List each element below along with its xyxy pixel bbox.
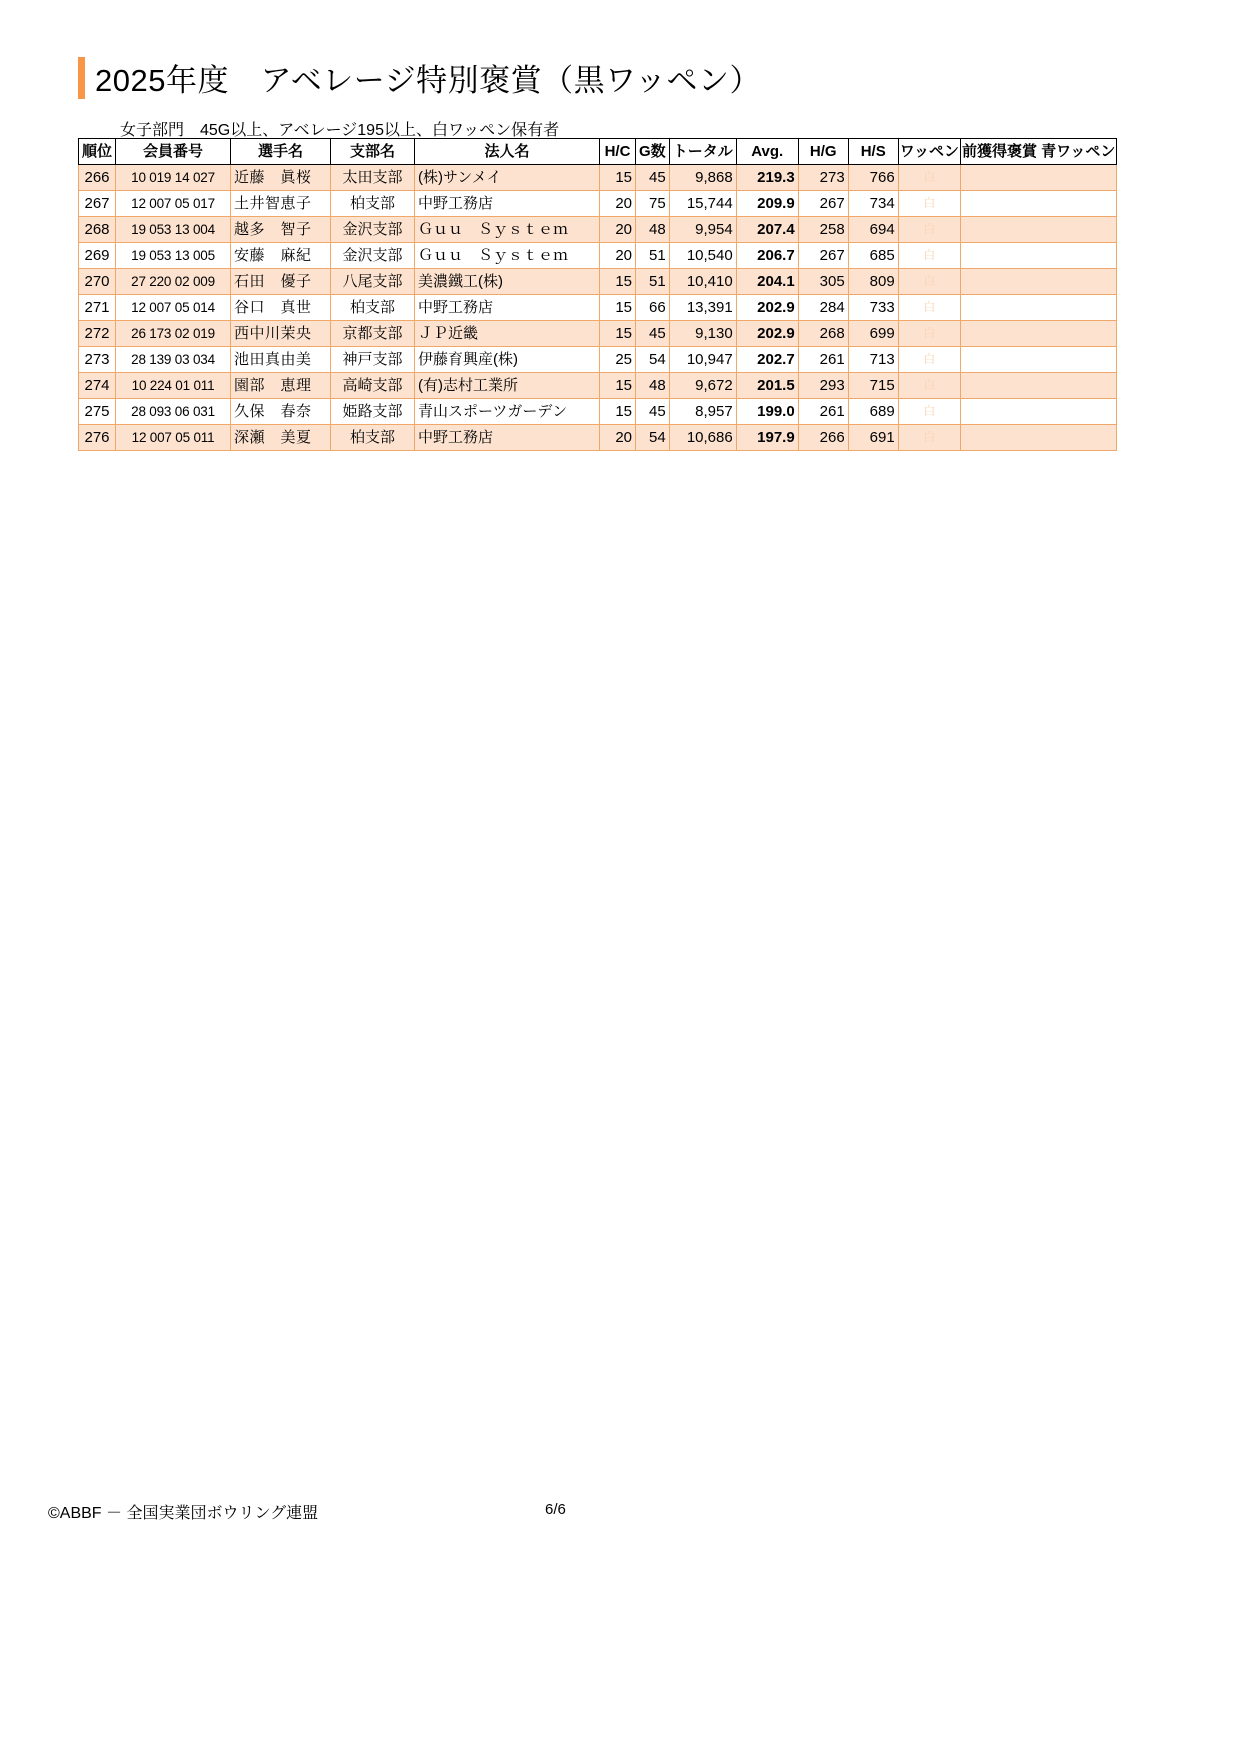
subtitle-text: 女子部門 45G以上、アベレージ195以上、白ワッペン保有者 <box>120 122 560 139</box>
cell-corp: 伊藤育興産(株) <box>415 347 600 373</box>
cell-avg: 202.9 <box>736 295 798 321</box>
table-body <box>79 165 1117 451</box>
cell-games: 51 <box>636 243 670 269</box>
cell-hc: 15 <box>600 295 636 321</box>
cell-hc: 20 <box>600 425 636 451</box>
cell-player: 久保 春奈 <box>231 399 331 425</box>
cell-total: 9,130 <box>669 321 736 347</box>
cell-rank: 273 <box>79 347 116 373</box>
cell-avg: 209.9 <box>736 191 798 217</box>
cell-hs: 734 <box>848 191 898 217</box>
cell-corp: ＪＰ近畿 <box>415 321 600 347</box>
cell-patch: 白 <box>898 321 960 347</box>
cell-hc: 15 <box>600 269 636 295</box>
cell-corp: 美濃鐵工(株) <box>415 269 600 295</box>
cell-patch: 白 <box>898 399 960 425</box>
cell-games: 54 <box>636 425 670 451</box>
cell-avg: 202.9 <box>736 321 798 347</box>
cell-corp: Ｇｕｕ Ｓｙｓｔｅｍ <box>415 217 600 243</box>
cell-hg: 267 <box>798 243 848 269</box>
cell-games: 45 <box>636 165 670 191</box>
cell-corp: 中野工務店 <box>415 425 600 451</box>
table-row <box>79 243 1117 269</box>
cell-avg: 199.0 <box>736 399 798 425</box>
cell-blue-patch <box>960 165 1116 191</box>
cell-blue-patch <box>960 295 1116 321</box>
cell-hg: 261 <box>798 399 848 425</box>
cell-rank: 269 <box>79 243 116 269</box>
header-rank: 順位 <box>79 139 116 165</box>
cell-games: 45 <box>636 399 670 425</box>
cell-member-no: 10 224 01 011 <box>116 373 231 399</box>
cell-games: 66 <box>636 295 670 321</box>
cell-rank: 266 <box>79 165 116 191</box>
table-row <box>79 165 1117 191</box>
header-member-no: 会員番号 <box>116 139 231 165</box>
cell-player: 園部 恵理 <box>231 373 331 399</box>
table-row <box>79 295 1117 321</box>
cell-branch: 柏支部 <box>331 425 415 451</box>
cell-player: 越多 智子 <box>231 217 331 243</box>
cell-games: 54 <box>636 347 670 373</box>
footer-page-number: 6/6 <box>545 1501 566 1518</box>
cell-total: 9,868 <box>669 165 736 191</box>
table-row <box>79 425 1117 451</box>
cell-branch: 京都支部 <box>331 321 415 347</box>
cell-hc: 15 <box>600 399 636 425</box>
header-blue-patch: 前獲得褒賞 青ワッペン <box>960 139 1116 165</box>
cell-patch: 白 <box>898 191 960 217</box>
cell-hg: 267 <box>798 191 848 217</box>
page-title <box>78 55 761 100</box>
cell-corp: (有)志村工業所 <box>415 373 600 399</box>
cell-hc: 25 <box>600 347 636 373</box>
cell-rank: 275 <box>79 399 116 425</box>
header-hc: H/C <box>600 139 636 165</box>
results-table-wrapper <box>78 138 1117 451</box>
cell-hc: 15 <box>600 321 636 347</box>
cell-hc: 15 <box>600 373 636 399</box>
cell-hc: 20 <box>600 243 636 269</box>
cell-member-no: 12 007 05 011 <box>116 425 231 451</box>
cell-patch: 白 <box>898 217 960 243</box>
cell-hs: 685 <box>848 243 898 269</box>
cell-member-no: 12 007 05 014 <box>116 295 231 321</box>
header-games: G数 <box>636 139 670 165</box>
cell-player: 谷口 真世 <box>231 295 331 321</box>
cell-avg: 219.3 <box>736 165 798 191</box>
cell-games: 51 <box>636 269 670 295</box>
cell-branch: 八尾支部 <box>331 269 415 295</box>
cell-patch: 白 <box>898 373 960 399</box>
cell-patch: 白 <box>898 347 960 373</box>
cell-blue-patch <box>960 425 1116 451</box>
cell-avg: 207.4 <box>736 217 798 243</box>
cell-total: 10,947 <box>669 347 736 373</box>
cell-patch: 白 <box>898 295 960 321</box>
cell-corp: Ｇｕｕ Ｓｙｓｔｅｍ <box>415 243 600 269</box>
table-row <box>79 399 1117 425</box>
cell-hg: 266 <box>798 425 848 451</box>
cell-member-no: 26 173 02 019 <box>116 321 231 347</box>
cell-blue-patch <box>960 373 1116 399</box>
cell-rank: 268 <box>79 217 116 243</box>
cell-games: 48 <box>636 373 670 399</box>
cell-games: 45 <box>636 321 670 347</box>
cell-branch: 金沢支部 <box>331 243 415 269</box>
header-patch: ワッペン <box>898 139 960 165</box>
cell-corp: (株)サンメイ <box>415 165 600 191</box>
table-row <box>79 191 1117 217</box>
cell-hs: 691 <box>848 425 898 451</box>
header-branch: 支部名 <box>331 139 415 165</box>
cell-total: 8,957 <box>669 399 736 425</box>
cell-hg: 284 <box>798 295 848 321</box>
cell-branch: 神戸支部 <box>331 347 415 373</box>
cell-avg: 206.7 <box>736 243 798 269</box>
cell-player: 安藤 麻紀 <box>231 243 331 269</box>
cell-member-no: 19 053 13 005 <box>116 243 231 269</box>
cell-member-no: 28 093 06 031 <box>116 399 231 425</box>
results-table <box>78 138 1117 451</box>
footer-copyright: ©ABBF － 全国実業団ボウリング連盟 <box>48 1505 319 1522</box>
cell-games: 75 <box>636 191 670 217</box>
table-row <box>79 269 1117 295</box>
cell-total: 10,686 <box>669 425 736 451</box>
cell-branch: 柏支部 <box>331 191 415 217</box>
cell-total: 9,672 <box>669 373 736 399</box>
header-player: 選手名 <box>231 139 331 165</box>
cell-player: 近藤 眞桜 <box>231 165 331 191</box>
cell-hs: 809 <box>848 269 898 295</box>
header-hs: H/S <box>848 139 898 165</box>
cell-patch: 白 <box>898 165 960 191</box>
title-text: 2025年度 アベレージ特別褒賞（黒ワッペン） <box>95 63 762 98</box>
cell-hg: 268 <box>798 321 848 347</box>
header-corp: 法人名 <box>415 139 600 165</box>
cell-hs: 689 <box>848 399 898 425</box>
cell-hs: 715 <box>848 373 898 399</box>
cell-rank: 274 <box>79 373 116 399</box>
cell-player: 石田 優子 <box>231 269 331 295</box>
cell-rank: 271 <box>79 295 116 321</box>
cell-corp: 中野工務店 <box>415 295 600 321</box>
cell-rank: 276 <box>79 425 116 451</box>
cell-branch: 高崎支部 <box>331 373 415 399</box>
cell-member-no: 12 007 05 017 <box>116 191 231 217</box>
cell-rank: 272 <box>79 321 116 347</box>
table-head <box>79 139 1117 165</box>
cell-member-no: 19 053 13 004 <box>116 217 231 243</box>
cell-blue-patch <box>960 347 1116 373</box>
cell-total: 15,744 <box>669 191 736 217</box>
cell-hc: 20 <box>600 217 636 243</box>
cell-hg: 293 <box>798 373 848 399</box>
cell-blue-patch <box>960 217 1116 243</box>
cell-hs: 699 <box>848 321 898 347</box>
cell-branch: 柏支部 <box>331 295 415 321</box>
cell-hs: 733 <box>848 295 898 321</box>
cell-player: 西中川茉央 <box>231 321 331 347</box>
cell-total: 13,391 <box>669 295 736 321</box>
cell-member-no: 27 220 02 009 <box>116 269 231 295</box>
cell-avg: 204.1 <box>736 269 798 295</box>
cell-blue-patch <box>960 191 1116 217</box>
table-row <box>79 347 1117 373</box>
cell-blue-patch <box>960 269 1116 295</box>
cell-total: 10,410 <box>669 269 736 295</box>
cell-branch: 姫路支部 <box>331 399 415 425</box>
cell-avg: 201.5 <box>736 373 798 399</box>
cell-branch: 太田支部 <box>331 165 415 191</box>
cell-hc: 15 <box>600 165 636 191</box>
cell-player: 池田真由美 <box>231 347 331 373</box>
table-row <box>79 373 1117 399</box>
cell-corp: 青山スポーツガーデン <box>415 399 600 425</box>
cell-avg: 197.9 <box>736 425 798 451</box>
cell-avg: 202.7 <box>736 347 798 373</box>
cell-player: 深瀬 美夏 <box>231 425 331 451</box>
cell-corp: 中野工務店 <box>415 191 600 217</box>
cell-patch: 白 <box>898 425 960 451</box>
cell-hg: 273 <box>798 165 848 191</box>
cell-member-no: 28 139 03 034 <box>116 347 231 373</box>
cell-patch: 白 <box>898 269 960 295</box>
cell-total: 10,540 <box>669 243 736 269</box>
table-row <box>79 217 1117 243</box>
cell-blue-patch <box>960 243 1116 269</box>
cell-hs: 713 <box>848 347 898 373</box>
header-total: トータル <box>669 139 736 165</box>
header-hg: H/G <box>798 139 848 165</box>
cell-games: 48 <box>636 217 670 243</box>
cell-branch: 金沢支部 <box>331 217 415 243</box>
cell-blue-patch <box>960 399 1116 425</box>
cell-hg: 258 <box>798 217 848 243</box>
cell-member-no: 10 019 14 027 <box>116 165 231 191</box>
header-avg: Avg. <box>736 139 798 165</box>
cell-blue-patch <box>960 321 1116 347</box>
cell-hg: 305 <box>798 269 848 295</box>
cell-hg: 261 <box>798 347 848 373</box>
table-header-row <box>79 139 1117 165</box>
cell-rank: 267 <box>79 191 116 217</box>
cell-patch: 白 <box>898 243 960 269</box>
cell-rank: 270 <box>79 269 116 295</box>
cell-hs: 694 <box>848 217 898 243</box>
title-accent-bar <box>78 57 85 99</box>
cell-hc: 20 <box>600 191 636 217</box>
table-row <box>79 321 1117 347</box>
cell-total: 9,954 <box>669 217 736 243</box>
cell-hs: 766 <box>848 165 898 191</box>
cell-player: 土井智恵子 <box>231 191 331 217</box>
